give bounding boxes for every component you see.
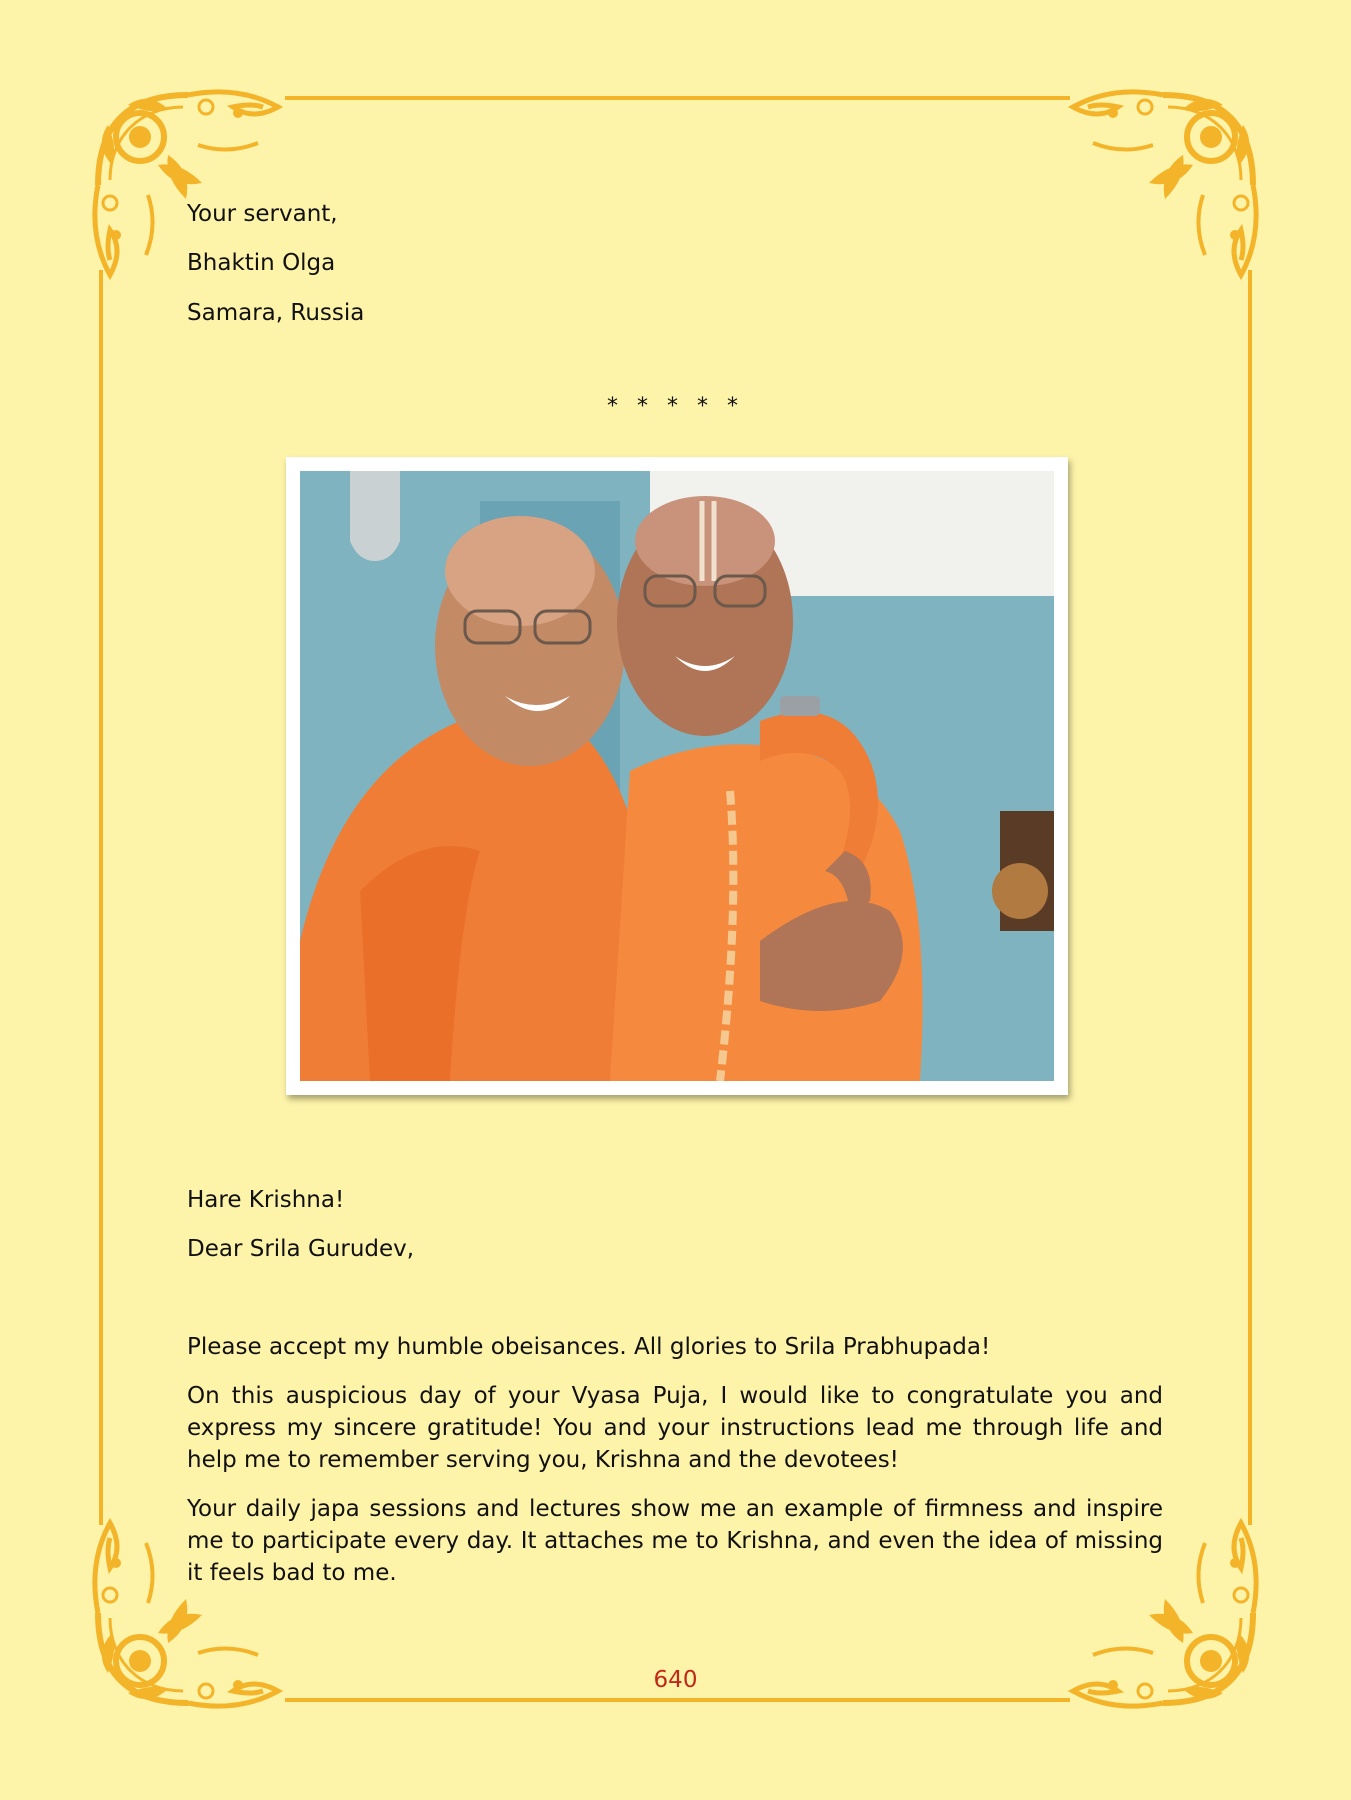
signer-location: Samara, Russia: [187, 300, 365, 326]
photo-frame: [286, 457, 1068, 1095]
page-number: 640: [653, 1667, 698, 1693]
paragraph: Your daily japa sessions and lectures show me an example of firmness and inspire me to participate every day. It attaches me to Krishna, and even the idea of missing it feels bad to me.: [187, 1496, 1163, 1586]
paragraph: Please accept my humble obeisances. All glories to Srila Prabhupada!: [187, 1334, 991, 1360]
letter-greeting: Hare Krishna!: [187, 1187, 345, 1213]
section-divider: * * * * *: [607, 394, 744, 419]
letter-body: [187, 1331, 1163, 1589]
signer-name: Bhaktin Olga: [187, 250, 336, 276]
letter-salutation: Dear Srila Gurudev,: [187, 1236, 415, 1262]
paragraph: On this auspicious day of your Vyasa Puja, I would like to congratulate you and express my sincere gratitude! You and your instructions lead me through life and help me to remember serving you, Krishna and the devotees!: [187, 1383, 1163, 1473]
closing-line: Your servant,: [187, 201, 338, 227]
photo-two-monks-embracing: [300, 471, 1054, 1081]
